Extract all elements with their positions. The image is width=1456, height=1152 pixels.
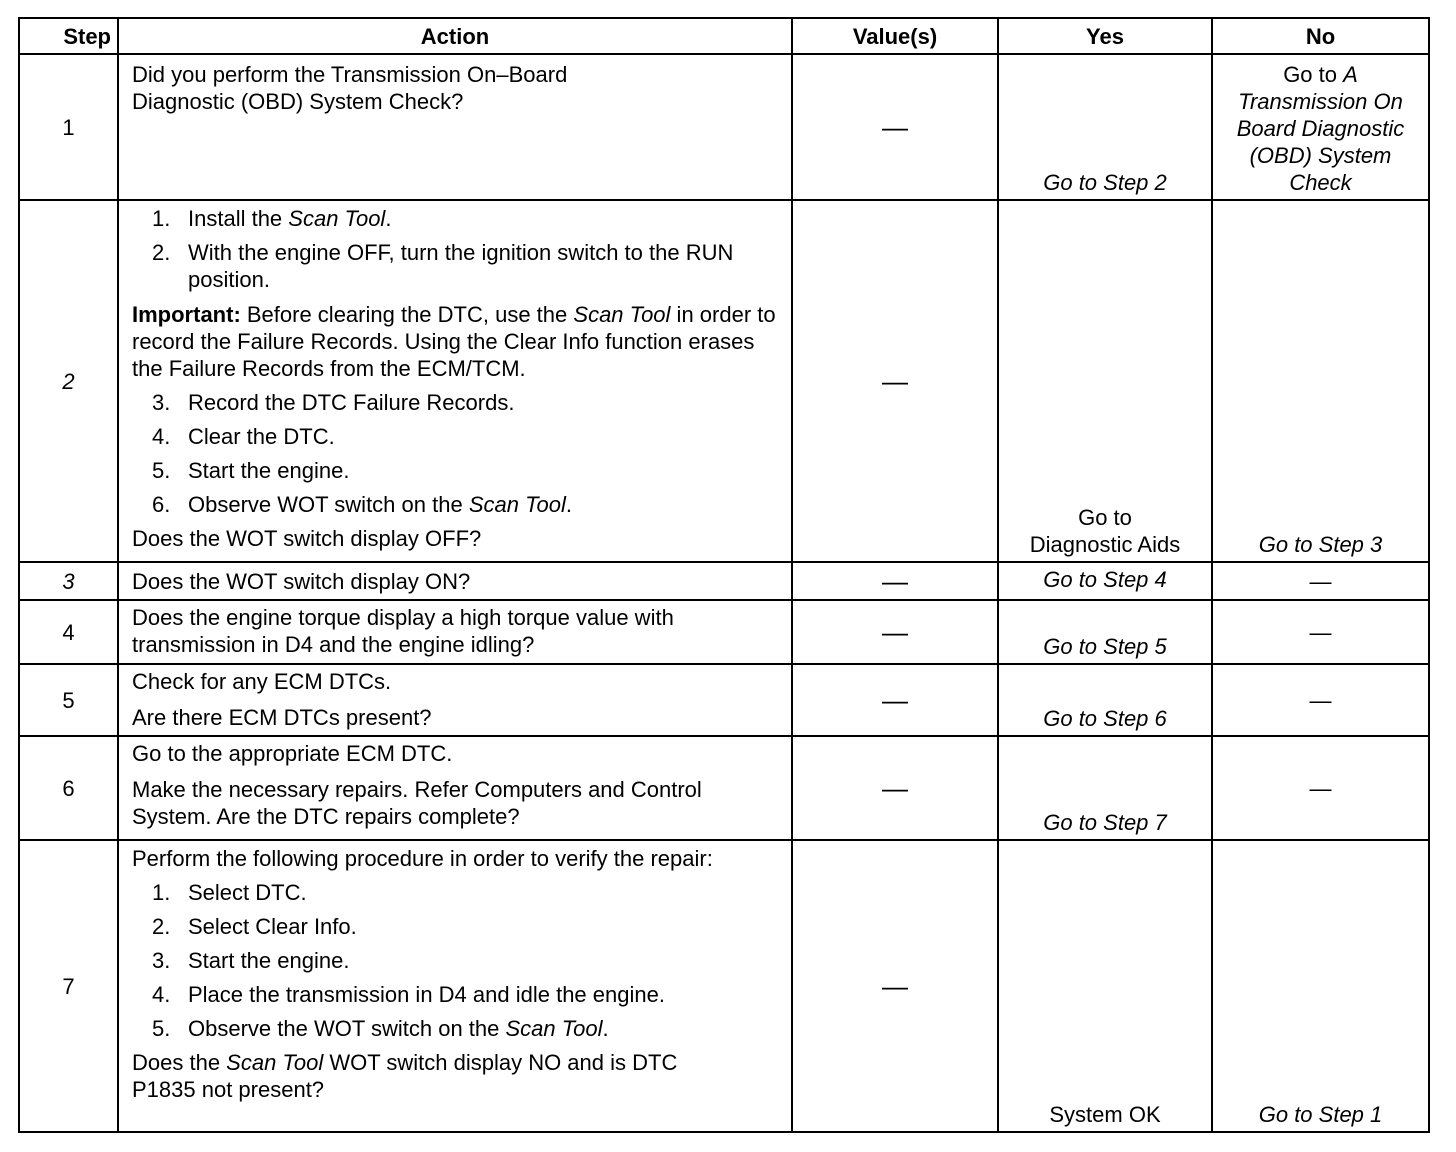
- value-cell: —: [792, 664, 998, 736]
- question-text-end: WOT switch display NO and is DTC P1835 not present?: [132, 1050, 678, 1102]
- no-cell: Go to Step 1: [1212, 840, 1429, 1132]
- action-text: Does the WOT switch display ON?: [132, 568, 471, 594]
- step-list-b: [132, 389, 781, 518]
- list-text: Observe the WOT switch on the: [188, 1016, 506, 1041]
- list-italic: Scan Tool: [505, 1016, 603, 1041]
- list-text: Select Clear Info.: [188, 914, 357, 939]
- action-text: Check for any ECM DTCs.: [132, 669, 392, 694]
- list-item: [132, 423, 781, 450]
- list-number: 3.: [152, 390, 171, 415]
- action-question: Does the WOT switch display OFF?: [132, 526, 482, 551]
- header-row: [19, 18, 1429, 54]
- no-link: A Transmission On Board Diagnostic (OBD) System Check: [1236, 62, 1405, 195]
- list-text: Start the engine.: [188, 948, 350, 973]
- no-cell: —: [1212, 664, 1429, 736]
- action-question: [132, 1049, 732, 1103]
- yes-cell: Go to Step 4: [998, 562, 1212, 600]
- list-number: 2.: [152, 240, 171, 265]
- header-values: Value(s): [792, 18, 998, 54]
- value-cell: —: [792, 600, 998, 664]
- action-cell: [118, 736, 792, 840]
- header-no: No: [1212, 18, 1429, 54]
- important-text: Before clearing the DTC, use the: [240, 302, 574, 327]
- table-row-step-5: [19, 664, 1429, 736]
- no-cell: Go to Step 3: [1212, 200, 1429, 562]
- table-row-step-7: [19, 840, 1429, 1132]
- step-number: 6: [19, 736, 118, 840]
- list-suffix: .: [565, 492, 572, 517]
- list-suffix: .: [385, 206, 392, 231]
- yes-cell: Go to Step 7: [998, 736, 1212, 840]
- list-item: [132, 205, 781, 232]
- diagnostic-table: [18, 17, 1430, 1133]
- important-italic: Scan Tool: [573, 302, 671, 327]
- table-row-step-2: [19, 200, 1429, 562]
- action-question: Make the necessary repairs. Refer Computers and Control System. Are the DTC repairs complete?: [132, 777, 702, 829]
- action-text: Did you perform the Transmission On–Board Diagnostic (OBD) System Check?: [132, 62, 568, 114]
- list-text: Install the: [188, 206, 289, 231]
- list-item: [132, 879, 781, 906]
- action-text: Does the engine torque display a high torque value with transmission in D4 and the engine idling?: [132, 605, 674, 657]
- value-cell: —: [792, 54, 998, 200]
- list-suffix: .: [602, 1016, 609, 1041]
- no-cell: —: [1212, 562, 1429, 600]
- list-item: [132, 947, 781, 974]
- yes-cell: Go to Step 2: [998, 54, 1212, 200]
- list-number: 5.: [152, 458, 171, 483]
- list-number: 4.: [152, 424, 171, 449]
- list-item: [132, 981, 781, 1008]
- table-row-step-6: [19, 736, 1429, 840]
- list-text: Place the transmission in D4 and idle the engine.: [188, 982, 665, 1007]
- list-text: With the engine OFF, turn the ignition switch to the RUN position.: [188, 240, 734, 292]
- action-text: Go to the appropriate ECM DTC.: [132, 741, 453, 766]
- header-step: Step: [19, 18, 118, 54]
- step-number: 2: [19, 200, 118, 562]
- step-number: 3: [19, 562, 118, 600]
- action-cell: [118, 600, 792, 664]
- important-text-end: in order to record the Failure Records. Using the Clear Info function erases the Failure Records from the ECM/TCM.: [132, 302, 776, 381]
- table-row-step-4: [19, 600, 1429, 664]
- table-row-step-1: [19, 54, 1429, 200]
- list-number: 1.: [152, 206, 171, 231]
- list-text: Clear the DTC.: [188, 424, 335, 449]
- action-cell: [118, 840, 792, 1132]
- list-italic: Scan Tool: [468, 492, 566, 517]
- value-cell: —: [792, 562, 998, 600]
- action-cell: [118, 664, 792, 736]
- important-label: Important:: [132, 302, 241, 327]
- list-item: [132, 1015, 781, 1042]
- list-number: 1.: [152, 880, 171, 905]
- list-item: [132, 491, 781, 518]
- list-text: Select DTC.: [188, 880, 307, 905]
- list-number: 5.: [152, 1016, 171, 1041]
- yes-cell: Go to Step 5: [998, 600, 1212, 664]
- step-list: [132, 879, 781, 1042]
- no-cell: —: [1212, 600, 1429, 664]
- list-number: 6.: [152, 492, 171, 517]
- value-cell: —: [792, 840, 998, 1132]
- question-italic: Scan Tool: [226, 1050, 324, 1075]
- yes-cell: System OK: [998, 840, 1212, 1132]
- question-text: Does the: [132, 1050, 227, 1075]
- action-cell: [118, 54, 792, 200]
- list-number: 4.: [152, 982, 171, 1007]
- list-item: [132, 457, 781, 484]
- action-question: Are there ECM DTCs present?: [132, 705, 432, 730]
- value-cell: —: [792, 200, 998, 562]
- header-action: Action: [118, 18, 792, 54]
- header-yes: Yes: [998, 18, 1212, 54]
- list-italic: Scan Tool: [288, 206, 386, 231]
- table-row-step-3: [19, 562, 1429, 600]
- list-number: 3.: [152, 948, 171, 973]
- action-cell: [118, 200, 792, 562]
- action-cell: [118, 562, 792, 600]
- list-text: Start the engine.: [188, 458, 350, 483]
- list-item: [132, 913, 781, 940]
- list-text: Observe WOT switch on the: [188, 492, 469, 517]
- value-cell: —: [792, 736, 998, 840]
- no-cell: [1212, 54, 1429, 200]
- list-text: Record the DTC Failure Records.: [188, 390, 515, 415]
- no-prefix: Go to: [1283, 62, 1344, 87]
- step-number: 4: [19, 600, 118, 664]
- list-item: [132, 389, 781, 416]
- step-number: 7: [19, 840, 118, 1132]
- step-number: 1: [19, 54, 118, 200]
- action-intro: Perform the following procedure in order to verify the repair:: [132, 846, 713, 871]
- list-item: [132, 239, 781, 293]
- yes-cell: Go to Step 6: [998, 664, 1212, 736]
- step-list-a: [132, 205, 781, 293]
- important-note: [132, 301, 781, 382]
- no-cell: —: [1212, 736, 1429, 840]
- yes-cell: Go to Diagnostic Aids: [998, 200, 1212, 562]
- step-number: 5: [19, 664, 118, 736]
- list-number: 2.: [152, 914, 171, 939]
